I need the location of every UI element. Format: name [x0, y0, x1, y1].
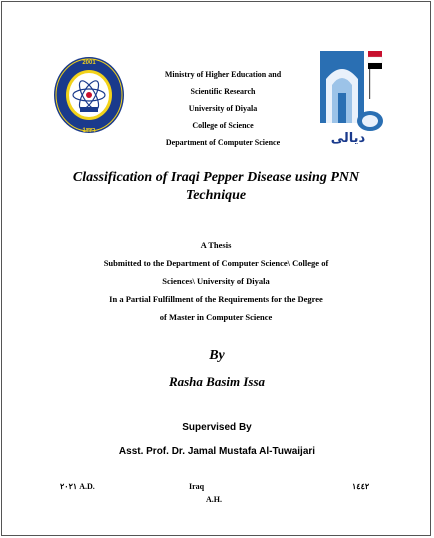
- ministry-line: Ministry of Higher Education and: [164, 70, 282, 79]
- thesis-line: Sciences\ University of Diyala: [162, 276, 270, 286]
- supervisor-heading: Supervised By: [182, 422, 252, 433]
- thesis-line: In a Partial Fulfillment of the Requirements for the Degree: [109, 294, 323, 304]
- university-line: University of Diyala: [188, 104, 258, 113]
- author-name: Rasha Basim Issa: [168, 374, 266, 389]
- college-line: College of Science: [192, 121, 254, 130]
- thesis-line: of Master in Computer Science: [159, 312, 273, 322]
- thesis-line: A Thesis: [200, 240, 232, 250]
- ah-label: A.H.: [206, 495, 222, 504]
- title-line: Technique: [185, 188, 247, 203]
- date-ah: ١٤٤٢: [352, 482, 370, 491]
- svg-text:2001: 2001: [82, 60, 96, 66]
- by-label: By: [209, 348, 225, 363]
- svg-text:ديالى: ديالى: [330, 131, 366, 146]
- title-line: Classification of Iraqi Pepper Disease using PNN: [72, 170, 360, 185]
- svg-text:1٣٣٦: 1٣٣٦: [82, 128, 96, 134]
- ministry-header: [150, 66, 296, 151]
- diyala-emblem-icon: [318, 49, 384, 147]
- department-line: Department of Computer Science: [165, 138, 281, 147]
- date-ad: ٢٠٢١ A.D.: [60, 482, 95, 491]
- thesis-statement: [60, 236, 372, 326]
- ministry-line: Scientific Research: [190, 87, 256, 96]
- place: Iraq: [189, 482, 205, 491]
- thesis-line: Submitted to the Department of Computer Science\ College of: [103, 258, 329, 268]
- university-seal-icon: [52, 55, 126, 135]
- thesis-title: [40, 169, 392, 205]
- supervisor-name: Asst. Prof. Dr. Jamal Mustafa Al-Tuwaijari: [118, 446, 316, 457]
